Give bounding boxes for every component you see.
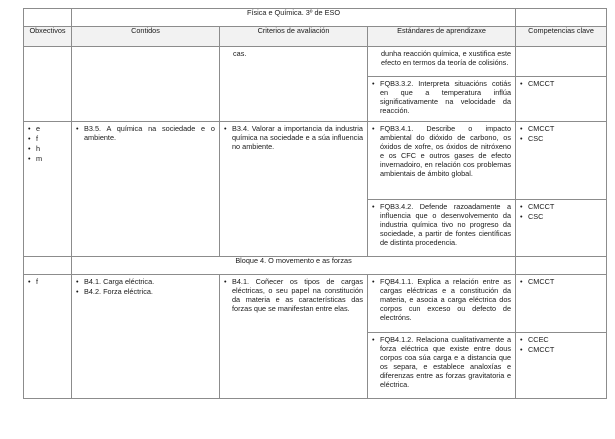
objective-item: • h — [28, 145, 67, 154]
curriculum-table — [23, 8, 607, 399]
block-title: Bloque 4. O movemento e as forzas — [72, 257, 516, 275]
competence-item: • CCEC — [520, 336, 602, 345]
objective-item: • f — [28, 278, 67, 287]
standards-cell — [368, 275, 516, 333]
competence-item: • CMCCT — [520, 203, 602, 212]
block-row — [24, 257, 607, 275]
objectives-cell — [24, 122, 72, 257]
block-empty-cell — [24, 257, 72, 275]
criteria-cell — [220, 275, 368, 399]
title-empty-cell — [516, 9, 607, 27]
criterion-item: • B4.1. Coñecer os tipos de cargas eléctricas, o seu papel na constitución da materia e as características das forzas que se manifestan entre elas. — [224, 278, 363, 314]
objectives-cell — [24, 275, 72, 399]
table-row — [24, 275, 607, 333]
standard-item: • FQB4.1.1. Explica a relación entre as cargas eléctricas e a constitución da materia, e asocia a carga eléctrica dos corpos cun exceso ou defecto de electróns. — [372, 278, 511, 323]
objective-item: • f — [28, 135, 67, 144]
standards-cell — [368, 333, 516, 399]
standards-cell — [368, 200, 516, 257]
competences-cell — [516, 200, 607, 257]
objective-item: • e — [28, 125, 67, 134]
header-objectives: Obxectivos — [24, 27, 72, 47]
standards-cell — [368, 122, 516, 200]
competence-item: • CMCCT — [520, 125, 602, 134]
competences-cell — [516, 333, 607, 399]
contents-cell — [72, 275, 220, 399]
table-row — [24, 122, 607, 200]
standard-item: • FQB3.3.2. Interpreta situacións cotiás en que a temperatura inflúa significativamente na velocidade da reacción. — [372, 80, 511, 116]
competence-item: • CMCCT — [520, 80, 602, 89]
header-row — [24, 27, 607, 47]
criteria-cell — [220, 122, 368, 257]
criteria-continued-text: cas. — [233, 49, 247, 58]
competence-item: • CSC — [520, 135, 602, 144]
block-empty-cell — [516, 257, 607, 275]
content-item: • B4.2. Forza eléctrica. — [76, 288, 215, 297]
competence-item: • CMCCT — [520, 278, 602, 287]
title-row — [24, 9, 607, 27]
document-title: Física e Química. 3º de ESO — [72, 9, 516, 27]
header-criteria: Criterios de avaliación — [220, 27, 368, 47]
table-row — [24, 47, 607, 77]
content-item: • B3.5. A química na sociedade e o ambiente. — [76, 125, 215, 143]
standard-item: • FQB3.4.2. Defende razoadamente a influencia que o desenvolvemento da industria química tivo no progreso da sociedade, a partir de fontes científicas de distinta procedencia. — [372, 203, 511, 248]
competences-cell — [516, 77, 607, 122]
criteria-cell — [220, 47, 368, 122]
competence-item: • CMCCT — [520, 346, 602, 355]
objectives-cell — [24, 47, 72, 122]
competences-cell — [516, 47, 607, 77]
contents-cell — [72, 47, 220, 122]
content-item: • B4.1. Carga eléctrica. — [76, 278, 215, 287]
competences-cell — [516, 275, 607, 333]
header-standards: Estándares de aprendizaxe — [368, 27, 516, 47]
standards-cell — [368, 77, 516, 122]
competence-item: • CSC — [520, 213, 602, 222]
standards-cell — [368, 47, 516, 77]
title-empty-cell — [24, 9, 72, 27]
standard-item: • FQB4.1.2. Relaciona cualitativamente a forza eléctrica que existe entre dous corpos coa súa carga e a distancia que os separa, e establece analoxías e diferenzas entre as forzas gravitatoria e eléctrica. — [372, 336, 511, 390]
standard-continued-text: dunha reacción química, e xustifica este efecto en termos da teoría de colisións. — [381, 49, 512, 67]
header-competences: Competencias clave — [516, 27, 607, 47]
contents-cell — [72, 122, 220, 257]
objective-item: • m — [28, 155, 67, 164]
competences-cell — [516, 122, 607, 200]
standard-item: • FQB3.4.1. Describe o impacto ambiental do dióxido de carbono, os óxidos de xofre, os óxidos de nitróxeno e os CFC e outros gases de efecto invernadoiro, en relación cos problemas ambientais de ámbito global. — [372, 125, 511, 179]
criterion-item: • B3.4. Valorar a importancia da industria química na sociedade e a súa influencia no ambiente. — [224, 125, 363, 152]
header-contents: Contidos — [72, 27, 220, 47]
